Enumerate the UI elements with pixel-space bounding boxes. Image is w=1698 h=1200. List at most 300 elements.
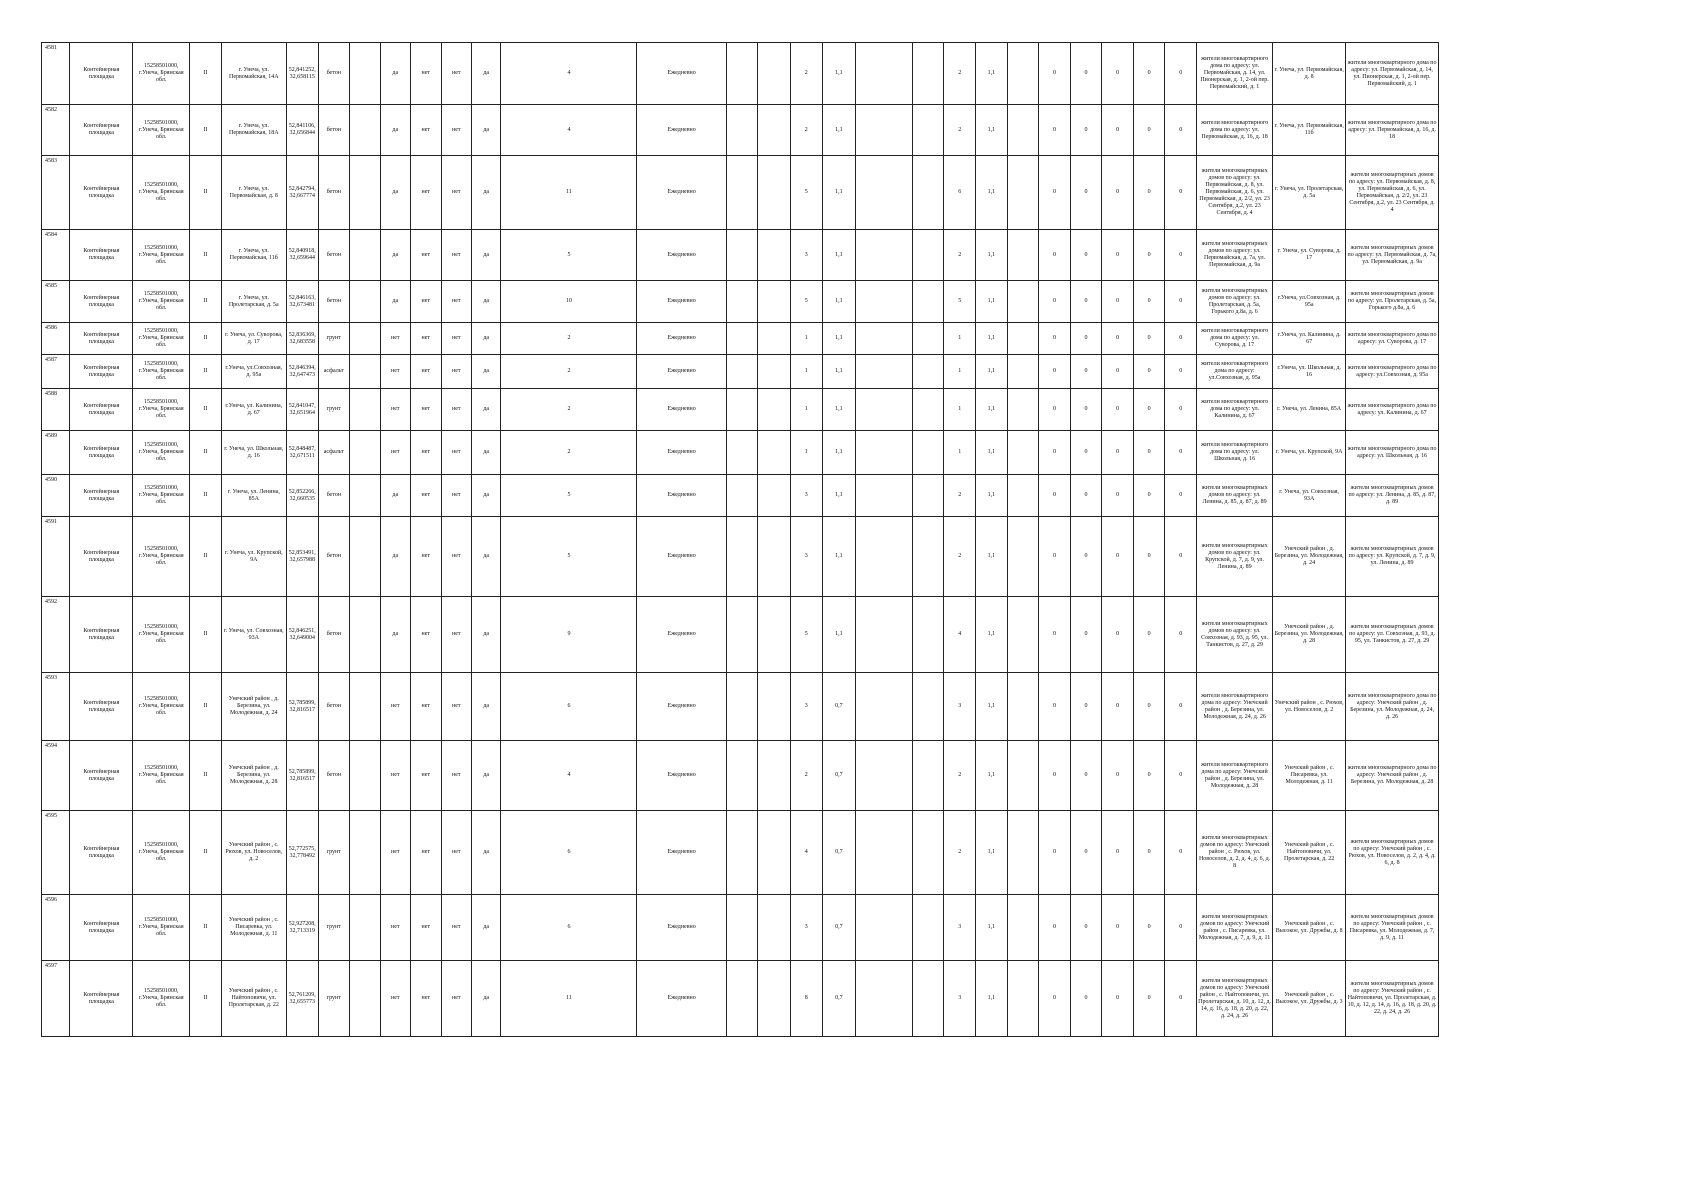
cell-z4: 0: [1133, 517, 1165, 597]
cell-src: жители многоквартирного дома по адресу: Унечский район , д. Березина, ул. Молодежная, д. 28: [1346, 741, 1439, 811]
cell-f4: да: [472, 811, 501, 895]
cell-type: Контейнерная площадка: [70, 281, 133, 323]
cell-f1: нет: [380, 961, 410, 1037]
cell-empty: [758, 281, 791, 323]
cell-z5: 0: [1165, 895, 1197, 961]
cell-sched: Ежедневно: [637, 105, 726, 156]
cell-c_a: 1: [790, 389, 822, 431]
cell-src: жители многоквартирного дома по адресу: ул. Первомайская, д. 14, ул. Пионерская, д. 1, 2-ой пер. Первомайский, д. 1: [1346, 43, 1439, 105]
cell-coords: 52,840918, 32,659644: [286, 230, 318, 281]
cell-v_a: 1,1: [822, 597, 856, 673]
cell-loc: Унечский район , с. Высокое, ул. Дружбы, д. 8: [1273, 895, 1346, 961]
cell-z4: 0: [1133, 355, 1165, 389]
cell-surface: грунт: [318, 961, 350, 1037]
cell-v_b: 1,1: [976, 389, 1008, 431]
cell-empty: [1007, 43, 1039, 105]
cell-f1: нет: [380, 895, 410, 961]
cell-empty: [350, 389, 380, 431]
cell-okato: 15258501000, г.Унеча, Брянская обл.: [133, 673, 190, 741]
cell-v_a: 0,7: [822, 673, 856, 741]
cell-c_b: 1: [944, 355, 976, 389]
cell-surface: бетон: [318, 597, 350, 673]
cell-cls: II: [190, 517, 222, 597]
cell-z3: 0: [1102, 475, 1134, 517]
cell-empty: [726, 811, 758, 895]
cell-qty: 5: [501, 475, 637, 517]
cell-z3: 0: [1102, 741, 1134, 811]
cell-okato: 15258501000, г.Унеча, Брянская обл.: [133, 323, 190, 355]
cell-gen: жители многоквартирных домов по адресу: Унечский район , с. Писаревка, ул. Молодежная, д. 7, д. 9, д. 11: [1196, 895, 1272, 961]
cell-v_a: 1,1: [822, 281, 856, 323]
cell-f4: да: [472, 431, 501, 475]
cell-f2: нет: [411, 281, 441, 323]
cell-addr: г. Унеча, ул. Первомайская, 18А: [221, 105, 286, 156]
cell-cls: II: [190, 431, 222, 475]
cell-empty: [350, 597, 380, 673]
cell-okato: 15258501000, г.Унеча, Брянская обл.: [133, 281, 190, 323]
cell-z3: 0: [1102, 281, 1134, 323]
cell-z5: 0: [1165, 475, 1197, 517]
cell-f4: да: [472, 281, 501, 323]
cell-type: Контейнерная площадка: [70, 961, 133, 1037]
cell-empty: [856, 230, 913, 281]
cell-z1: 0: [1039, 673, 1071, 741]
cell-loc: г. Унеча, ул. Первомайская, 11б: [1273, 105, 1346, 156]
cell-empty: [912, 475, 944, 517]
cell-empty: [856, 323, 913, 355]
cell-type: Контейнерная площадка: [70, 105, 133, 156]
cell-z4: 0: [1133, 105, 1165, 156]
cell-v_a: 0,7: [822, 811, 856, 895]
cell-empty: [726, 105, 758, 156]
cell-v_a: 0,7: [822, 741, 856, 811]
cell-qty: 6: [501, 895, 637, 961]
cell-cls: II: [190, 355, 222, 389]
cell-v_a: 1,1: [822, 475, 856, 517]
cell-z1: 0: [1039, 961, 1071, 1037]
cell-empty: [1007, 105, 1039, 156]
table-row: [42, 597, 1439, 673]
cell-addr: г. Унеча, ул. Крупской, 9А: [221, 517, 286, 597]
cell-okato: 15258501000, г.Унеча, Брянская обл.: [133, 355, 190, 389]
cell-empty: [856, 741, 913, 811]
cell-empty: [1007, 281, 1039, 323]
cell-empty: [912, 431, 944, 475]
cell-v_b: 1,1: [976, 230, 1008, 281]
cell-cls: II: [190, 389, 222, 431]
cell-sched: Ежедневно: [637, 895, 726, 961]
cell-z4: 0: [1133, 281, 1165, 323]
cell-f1: да: [380, 105, 410, 156]
cell-surface: бетон: [318, 156, 350, 230]
table-row: [42, 475, 1439, 517]
cell-v_a: 0,7: [822, 895, 856, 961]
cell-qty: 2: [501, 323, 637, 355]
cell-num: 4593: [42, 673, 70, 741]
cell-z4: 0: [1133, 323, 1165, 355]
cell-empty: [350, 475, 380, 517]
cell-empty: [912, 517, 944, 597]
cell-gen: жители многоквартирных домов по адресу: ул. Первомайская, д. 8, ул. Первомайская, д. 6, ул. Первомайская, д. 2/2, ул. 23 Сентября, д.2, ул. 23 Сентября, д. 4: [1196, 156, 1272, 230]
cell-qty: 11: [501, 961, 637, 1037]
cell-f2: нет: [411, 105, 441, 156]
cell-c_a: 5: [790, 156, 822, 230]
cell-surface: бетон: [318, 230, 350, 281]
cell-empty: [912, 323, 944, 355]
cell-coords: 52,785899, 32,816517: [286, 673, 318, 741]
cell-empty: [726, 475, 758, 517]
cell-empty: [350, 156, 380, 230]
cell-z3: 0: [1102, 156, 1134, 230]
cell-qty: 4: [501, 43, 637, 105]
cell-addr: Унечский район , с. Писаревка, ул. Молодежная, д. 11: [221, 895, 286, 961]
cell-z2: 0: [1070, 673, 1102, 741]
cell-addr: г. Унеча, ул. Первомайская, д. 8: [221, 156, 286, 230]
table-row: [42, 323, 1439, 355]
cell-f4: да: [472, 43, 501, 105]
cell-type: Контейнерная площадка: [70, 811, 133, 895]
cell-sched: Ежедневно: [637, 389, 726, 431]
cell-empty: [726, 741, 758, 811]
cell-c_b: 2: [944, 230, 976, 281]
cell-f4: да: [472, 741, 501, 811]
cell-z2: 0: [1070, 105, 1102, 156]
cell-v_a: 1,1: [822, 389, 856, 431]
cell-empty: [856, 355, 913, 389]
cell-c_a: 3: [790, 230, 822, 281]
cell-f2: нет: [411, 43, 441, 105]
cell-addr: г. Унеча, ул. Суворова, д. 17: [221, 323, 286, 355]
cell-qty: 6: [501, 673, 637, 741]
cell-c_a: 3: [790, 673, 822, 741]
cell-z2: 0: [1070, 355, 1102, 389]
cell-z2: 0: [1070, 895, 1102, 961]
cell-src: жители многоквартирного дома по адресу: ул. Суворова, д. 17: [1346, 323, 1439, 355]
cell-num: 4597: [42, 961, 70, 1037]
cell-coords: 52,848487, 32,671511: [286, 431, 318, 475]
cell-okato: 15258501000, г.Унеча, Брянская обл.: [133, 741, 190, 811]
cell-num: 4595: [42, 811, 70, 895]
cell-addr: г. Унеча, ул. Первомайская, 14А: [221, 43, 286, 105]
cell-z5: 0: [1165, 156, 1197, 230]
cell-type: Контейнерная площадка: [70, 389, 133, 431]
cell-f3: нет: [441, 156, 471, 230]
cell-cls: II: [190, 741, 222, 811]
cell-z4: 0: [1133, 741, 1165, 811]
cell-empty: [856, 475, 913, 517]
cell-z1: 0: [1039, 431, 1071, 475]
cell-empty: [856, 811, 913, 895]
cell-sched: Ежедневно: [637, 475, 726, 517]
cell-c_b: 2: [944, 517, 976, 597]
cell-addr: Унечский район , д. Березина, ул. Молодежная, д. 24: [221, 673, 286, 741]
cell-f2: нет: [411, 673, 441, 741]
cell-f2: нет: [411, 431, 441, 475]
cell-f4: да: [472, 156, 501, 230]
cell-coords: 52,761209, 32,655773: [286, 961, 318, 1037]
table-row: [42, 389, 1439, 431]
table-row: [42, 281, 1439, 323]
cell-type: Контейнерная площадка: [70, 895, 133, 961]
cell-z4: 0: [1133, 597, 1165, 673]
cell-empty: [758, 961, 791, 1037]
cell-z3: 0: [1102, 961, 1134, 1037]
cell-loc: г. Унеча, ул. Суворова, д. 17: [1273, 230, 1346, 281]
cell-empty: [856, 673, 913, 741]
cell-z4: 0: [1133, 475, 1165, 517]
cell-empty: [1007, 431, 1039, 475]
cell-surface: бетон: [318, 105, 350, 156]
cell-gen: жители многоквартирного дома по адресу: ул. Первомайская, д. 16, д. 18: [1196, 105, 1272, 156]
cell-type: Контейнерная площадка: [70, 597, 133, 673]
cell-coords: 52,846394, 32,647473: [286, 355, 318, 389]
cell-empty: [758, 323, 791, 355]
cell-f4: да: [472, 597, 501, 673]
cell-empty: [1007, 741, 1039, 811]
cell-z2: 0: [1070, 961, 1102, 1037]
cell-v_a: 1,1: [822, 105, 856, 156]
table-row: [42, 431, 1439, 475]
cell-c_a: 2: [790, 741, 822, 811]
cell-z2: 0: [1070, 597, 1102, 673]
table-row: [42, 105, 1439, 156]
cell-gen: жители многоквартирных домов по адресу: ул. Пролетарская, д. 5а, Горького д.8а, д. 6: [1196, 281, 1272, 323]
cell-f3: нет: [441, 323, 471, 355]
cell-loc: Унечский район , с. Рюхов, ул. Новоселов, д. 2: [1273, 673, 1346, 741]
cell-surface: грунт: [318, 895, 350, 961]
cell-z4: 0: [1133, 389, 1165, 431]
cell-z1: 0: [1039, 281, 1071, 323]
cell-f3: нет: [441, 517, 471, 597]
cell-f4: да: [472, 961, 501, 1037]
cell-cls: II: [190, 323, 222, 355]
cell-cls: II: [190, 281, 222, 323]
cell-surface: бетон: [318, 741, 350, 811]
cell-coords: 52,841106, 32,656844: [286, 105, 318, 156]
cell-empty: [856, 517, 913, 597]
cell-src: жители многоквартирных домов по адресу: Унечский район , с. Найтоповичи, ул. Пролетарская, д. 10, д. 12, д. 14, д. 16, д. 18, д. 20, д. 22, д. 24, д. 26: [1346, 961, 1439, 1037]
cell-num: 4591: [42, 517, 70, 597]
cell-f1: нет: [380, 355, 410, 389]
cell-loc: Унечский район , с. Найтоповичи, ул. Пролетарская, д. 22: [1273, 811, 1346, 895]
cell-cls: II: [190, 43, 222, 105]
cell-surface: грунт: [318, 811, 350, 895]
cell-empty: [912, 811, 944, 895]
cell-empty: [726, 597, 758, 673]
cell-num: 4585: [42, 281, 70, 323]
cell-f3: нет: [441, 673, 471, 741]
cell-c_a: 5: [790, 281, 822, 323]
cell-okato: 15258501000, г.Унеча, Брянская обл.: [133, 43, 190, 105]
cell-c_b: 6: [944, 156, 976, 230]
cell-src: жители многоквартирных домов по адресу: ул. Крупской, д. 7, д. 9, ул. Ленина, д. 89: [1346, 517, 1439, 597]
cell-coords: 52,785899, 32,816517: [286, 741, 318, 811]
cell-z3: 0: [1102, 431, 1134, 475]
cell-c_b: 3: [944, 895, 976, 961]
cell-v_a: 1,1: [822, 517, 856, 597]
cell-empty: [726, 895, 758, 961]
cell-f2: нет: [411, 230, 441, 281]
cell-okato: 15258501000, г.Унеча, Брянская обл.: [133, 475, 190, 517]
cell-f3: нет: [441, 281, 471, 323]
cell-src: жители многоквартирного дома по адресу: ул. Калинина, д. 67: [1346, 389, 1439, 431]
cell-z3: 0: [1102, 517, 1134, 597]
cell-z1: 0: [1039, 895, 1071, 961]
cell-type: Контейнерная площадка: [70, 673, 133, 741]
cell-z2: 0: [1070, 517, 1102, 597]
cell-c_b: 2: [944, 741, 976, 811]
cell-empty: [726, 673, 758, 741]
cell-addr: г.Унеча, ул.Совхозная, д. 95а: [221, 355, 286, 389]
cell-z1: 0: [1039, 323, 1071, 355]
cell-empty: [758, 597, 791, 673]
cell-sched: Ежедневно: [637, 597, 726, 673]
cell-f1: нет: [380, 673, 410, 741]
cell-f3: нет: [441, 741, 471, 811]
cell-f1: да: [380, 597, 410, 673]
cell-f2: нет: [411, 895, 441, 961]
cell-empty: [758, 895, 791, 961]
cell-okato: 15258501000, г.Унеча, Брянская обл.: [133, 230, 190, 281]
cell-empty: [758, 156, 791, 230]
cell-src: жители многоквартирного дома по адресу: ул. Школьная, д. 16: [1346, 431, 1439, 475]
cell-v_b: 1,1: [976, 43, 1008, 105]
cell-coords: 52,841252, 32,658115: [286, 43, 318, 105]
cell-empty: [758, 673, 791, 741]
cell-empty: [350, 961, 380, 1037]
table-row: [42, 517, 1439, 597]
registry-sheet: [41, 42, 1439, 1037]
cell-f2: нет: [411, 961, 441, 1037]
cell-empty: [856, 156, 913, 230]
cell-surface: грунт: [318, 323, 350, 355]
cell-qty: 5: [501, 517, 637, 597]
cell-c_a: 1: [790, 323, 822, 355]
cell-loc: Унечский район , д. Березина, ул. Молодежная, д. 28: [1273, 597, 1346, 673]
cell-empty: [350, 43, 380, 105]
cell-z5: 0: [1165, 389, 1197, 431]
cell-addr: г.Унеча, ул. Калинина, д. 67: [221, 389, 286, 431]
cell-c_a: 5: [790, 597, 822, 673]
cell-empty: [856, 105, 913, 156]
cell-type: Контейнерная площадка: [70, 156, 133, 230]
cell-empty: [350, 811, 380, 895]
table-row: [42, 741, 1439, 811]
table-row: [42, 895, 1439, 961]
cell-f1: нет: [380, 389, 410, 431]
cell-type: Контейнерная площадка: [70, 355, 133, 389]
cell-z2: 0: [1070, 741, 1102, 811]
cell-surface: асфальт: [318, 431, 350, 475]
cell-f3: нет: [441, 43, 471, 105]
cell-empty: [758, 517, 791, 597]
cell-src: жители многоквартирных домов по адресу: Унечский район , с. Рюхов, ул. Новоселов, д. 2, д. 4, д. 6, д. 8: [1346, 811, 1439, 895]
cell-qty: 2: [501, 355, 637, 389]
cell-type: Контейнерная площадка: [70, 475, 133, 517]
cell-v_b: 1,1: [976, 355, 1008, 389]
cell-addr: г. Унеча, ул. Совхозная, 93А: [221, 597, 286, 673]
cell-sched: Ежедневно: [637, 811, 726, 895]
cell-empty: [350, 673, 380, 741]
cell-f3: нет: [441, 355, 471, 389]
cell-z2: 0: [1070, 475, 1102, 517]
cell-z1: 0: [1039, 811, 1071, 895]
table-row: [42, 43, 1439, 105]
cell-sched: Ежедневно: [637, 431, 726, 475]
cell-v_b: 1,1: [976, 961, 1008, 1037]
cell-v_b: 1,1: [976, 895, 1008, 961]
table-row: [42, 811, 1439, 895]
cell-z1: 0: [1039, 156, 1071, 230]
cell-f1: да: [380, 517, 410, 597]
cell-surface: бетон: [318, 673, 350, 741]
cell-z5: 0: [1165, 431, 1197, 475]
cell-f4: да: [472, 230, 501, 281]
cell-z5: 0: [1165, 105, 1197, 156]
cell-f4: да: [472, 105, 501, 156]
cell-f2: нет: [411, 741, 441, 811]
cell-qty: 11: [501, 156, 637, 230]
cell-empty: [758, 741, 791, 811]
cell-okato: 15258501000, г.Унеча, Брянская обл.: [133, 389, 190, 431]
cell-empty: [1007, 673, 1039, 741]
cell-src: жители многоквартирного дома по адресу: ул. Первомайская, д. 16, д. 18: [1346, 105, 1439, 156]
cell-z5: 0: [1165, 43, 1197, 105]
cell-okato: 15258501000, г.Унеча, Брянская обл.: [133, 156, 190, 230]
cell-v_b: 1,1: [976, 741, 1008, 811]
cell-z2: 0: [1070, 811, 1102, 895]
cell-empty: [912, 389, 944, 431]
cell-z2: 0: [1070, 156, 1102, 230]
cell-src: жители многоквартирных домов по адресу: ул. Совхозная, д. 93, д. 95, ул. Танкистов, д. 27, д. 29: [1346, 597, 1439, 673]
cell-z1: 0: [1039, 517, 1071, 597]
cell-empty: [758, 355, 791, 389]
cell-num: 4589: [42, 431, 70, 475]
cell-gen: жители многоквартирного дома по адресу: Унечский район , д. Березина, ул. Молодежная, д. 28: [1196, 741, 1272, 811]
cell-c_a: 2: [790, 105, 822, 156]
cell-empty: [856, 961, 913, 1037]
cell-v_b: 1,1: [976, 673, 1008, 741]
cell-z4: 0: [1133, 230, 1165, 281]
cell-z5: 0: [1165, 741, 1197, 811]
cell-empty: [1007, 961, 1039, 1037]
cell-surface: бетон: [318, 43, 350, 105]
cell-z3: 0: [1102, 355, 1134, 389]
cell-okato: 15258501000, г.Унеча, Брянская обл.: [133, 597, 190, 673]
cell-empty: [912, 741, 944, 811]
cell-src: жители многоквартирных домов по адресу: ул. Первомайская, д. 7а, ул. Первомайская, д. 9а: [1346, 230, 1439, 281]
cell-f4: да: [472, 355, 501, 389]
cell-z3: 0: [1102, 597, 1134, 673]
cell-empty: [912, 961, 944, 1037]
cell-type: Контейнерная площадка: [70, 431, 133, 475]
cell-empty: [1007, 517, 1039, 597]
cell-empty: [350, 741, 380, 811]
cell-empty: [912, 281, 944, 323]
cell-surface: бетон: [318, 281, 350, 323]
cell-src: жители многоквартирных домов по адресу: ул. Пролетарская, д. 5а, Горького д.8а, д. 6: [1346, 281, 1439, 323]
cell-c_b: 2: [944, 105, 976, 156]
cell-gen: жители многоквартирного дома по адресу: ул. Суворова, д. 17: [1196, 323, 1272, 355]
cell-gen: жители многоквартирных домов по адресу: ул. Ленина, д. 85, д. 87, д. 89: [1196, 475, 1272, 517]
cell-gen: жители многоквартирных домов по адресу: ул. Первомайская, д. 7а, ул. Первомайская, д. 9а: [1196, 230, 1272, 281]
cell-f1: нет: [380, 811, 410, 895]
cell-type: Контейнерная площадка: [70, 230, 133, 281]
cell-num: 4581: [42, 43, 70, 105]
cell-v_b: 1,1: [976, 811, 1008, 895]
cell-okato: 15258501000, г.Унеча, Брянская обл.: [133, 517, 190, 597]
cell-cls: II: [190, 811, 222, 895]
